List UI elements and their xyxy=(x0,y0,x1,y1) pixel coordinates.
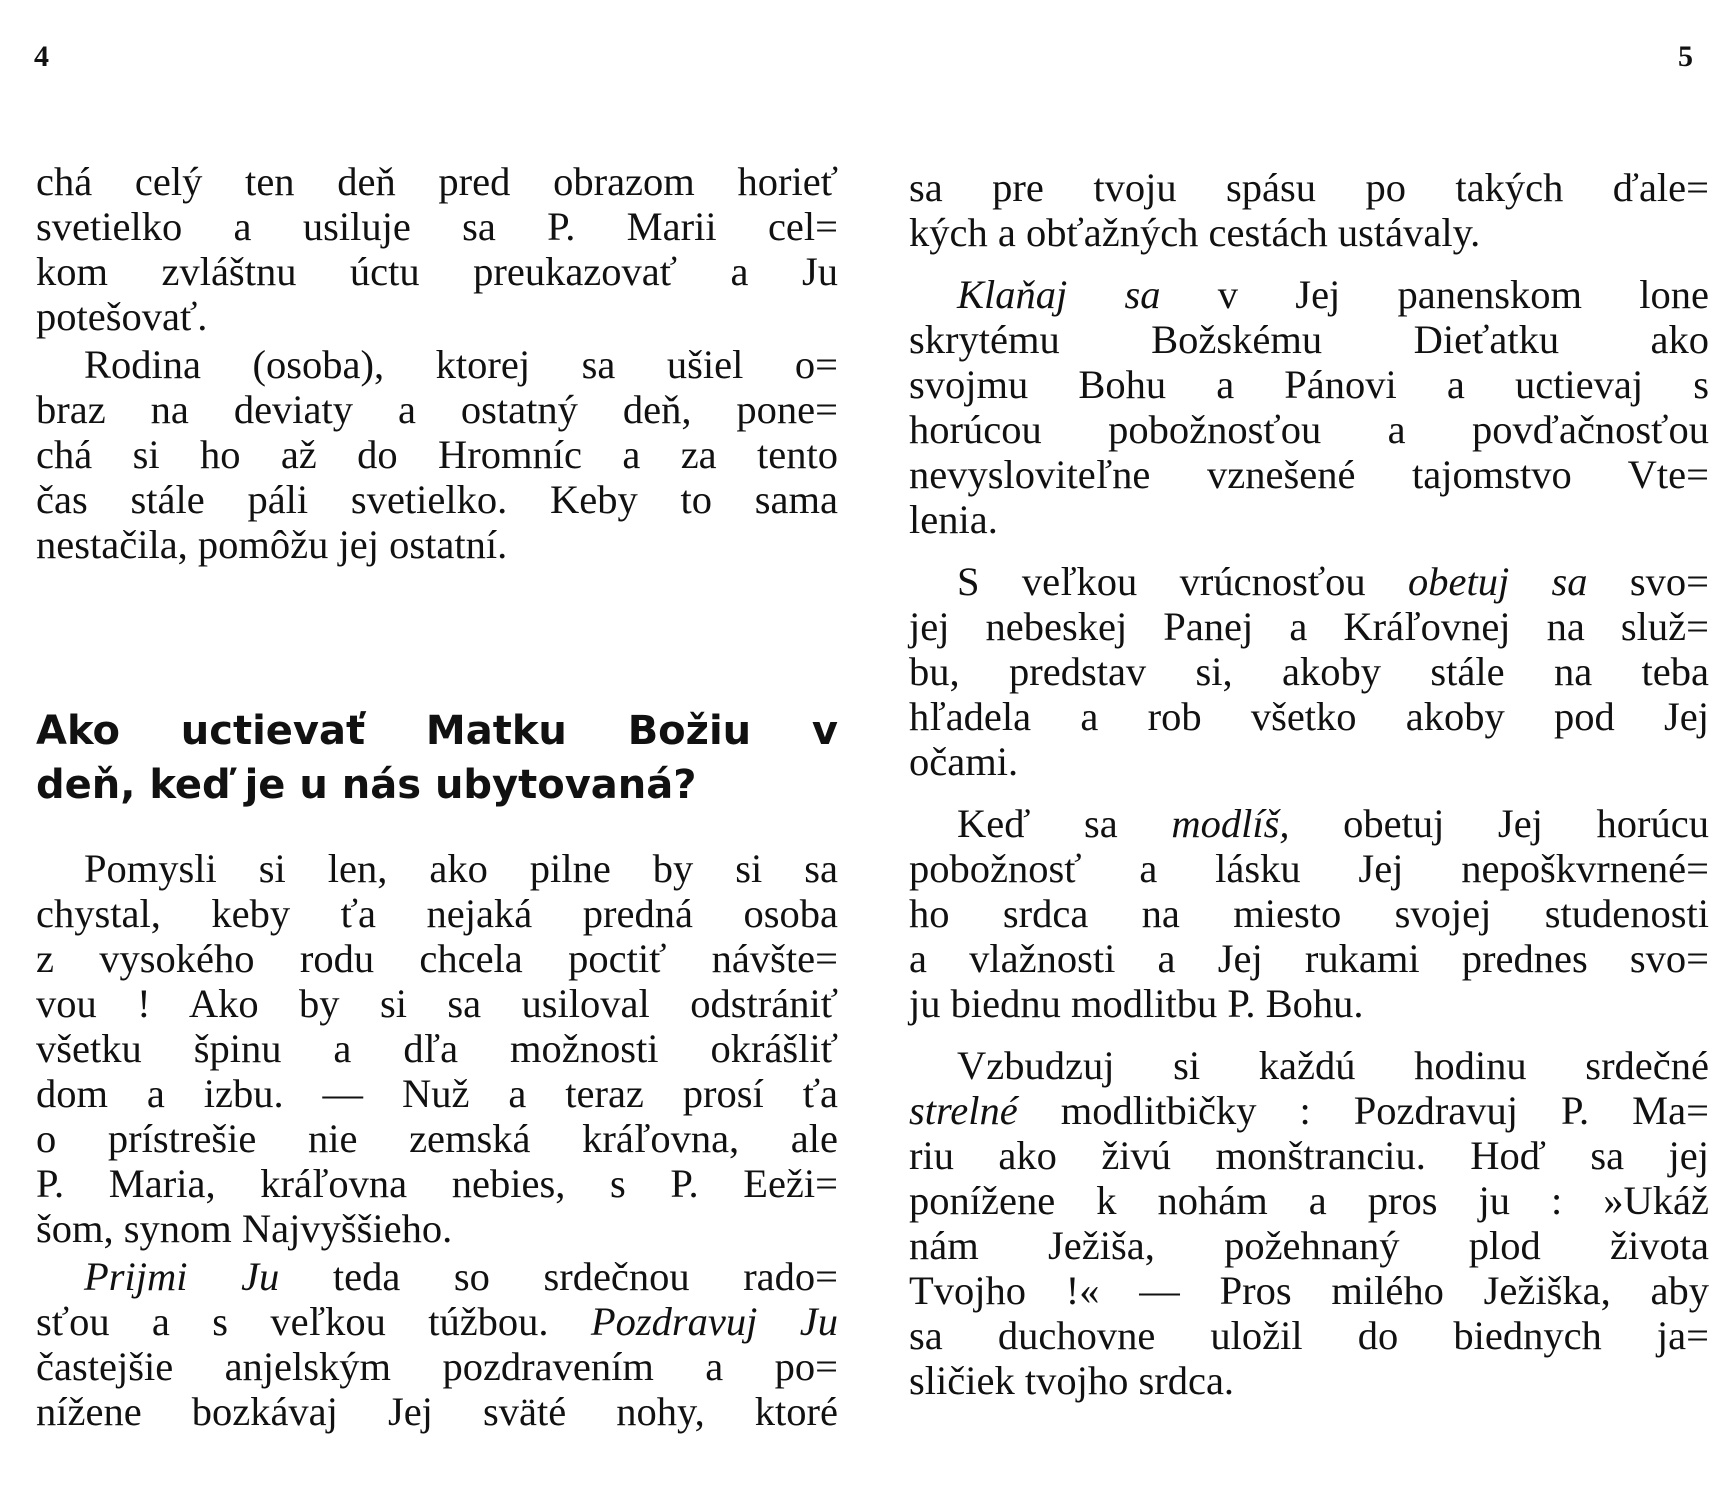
text-line: sa duchovne uložil do biednych ja= xyxy=(909,1313,1709,1358)
text-line: vou ! Ako by si sa usiloval odstrániť xyxy=(36,981,838,1026)
text-line: chá celý ten deň pred obrazom horieť xyxy=(36,159,838,204)
text-line xyxy=(36,1254,838,1299)
text-segment: modlitbičky : Pozdravuj P. Ma= xyxy=(1017,1088,1709,1133)
text-line: svojmu Bohu a Pánovi a uctievaj s xyxy=(909,362,1709,407)
text-line: svetielko a usiluje sa P. Marii cel= xyxy=(36,204,838,249)
text-line: nevysloviteľne vznešené tajomstvo Vte= xyxy=(909,452,1709,497)
text-line: braz na deviaty a ostatný deň, pone= xyxy=(36,387,838,432)
text-line: šom, synom Najvyššieho. xyxy=(36,1206,453,1251)
text-line: z vysokého rodu chcela poctiť návšte= xyxy=(36,936,838,981)
emphasis-text: Pozdravuj Ju xyxy=(590,1299,838,1344)
text-line: Rodina (osoba), ktorej sa ušiel o= xyxy=(84,342,838,387)
text-line: jej nebeskej Panej a Kráľovnej na služ= xyxy=(909,604,1709,649)
text-line: očami. xyxy=(909,739,1019,784)
text-line: všetku špinu a dľa možnosti okrášliť xyxy=(36,1026,838,1071)
text-line: Pomysli si len, ako pilne by si sa xyxy=(84,846,838,891)
text-line: hľadela a rob všetko akoby pod Jej xyxy=(909,694,1709,739)
text-line: horúcou pobožnosťou a povďačnosťou xyxy=(909,407,1709,452)
text-segment: sťou a s veľkou túžbou. xyxy=(36,1299,591,1344)
text-line: častejšie anjelským pozdravením a po= xyxy=(36,1344,838,1389)
text-line: sličiek tvojho srdca. xyxy=(909,1358,1235,1403)
text-line: čas stále páli svetielko. Keby to sama xyxy=(36,477,838,522)
text-segment: Keď sa xyxy=(957,801,1172,846)
text-line: potešovať. xyxy=(36,294,208,339)
text-line xyxy=(909,1088,1709,1133)
left-column-top xyxy=(36,159,838,567)
text-segment: obetuj Jej horúcu xyxy=(1289,801,1709,846)
paragraph-right-2 xyxy=(909,272,1709,542)
page-number-right: 5 xyxy=(1678,40,1693,73)
text-segment: teda so srdečnou rado= xyxy=(279,1254,839,1299)
page-number-left: 4 xyxy=(34,40,49,73)
text-line: chá si ho až do Hromníc a za tento xyxy=(36,432,838,477)
text-line: chystal, keby ťa nejaká predná osoba xyxy=(36,891,838,936)
paragraph-left-2 xyxy=(36,342,838,567)
text-line: kých a obťažných cestách ustávaly. xyxy=(909,210,1481,255)
text-line: nestačila, pomôžu jej ostatní. xyxy=(36,522,508,567)
emphasis-text: Klaňaj sa xyxy=(957,272,1161,317)
text-line: kom zvláštnu úctu preukazovať a Ju xyxy=(36,249,838,294)
text-line: skrytému Božskému Dieťatku ako xyxy=(909,317,1709,362)
text-segment: v Jej panenskom lone xyxy=(1160,272,1710,317)
text-line xyxy=(36,1299,838,1344)
paragraph-right-3 xyxy=(909,559,1709,784)
text-line: sa pre tvoju spásu po takých ďale= xyxy=(909,165,1709,210)
text-line: Tvojho !« — Pros milého Ježiška, aby xyxy=(909,1268,1709,1313)
text-line: ho srdca na miesto svojej studenosti xyxy=(909,891,1709,936)
left-column-bottom xyxy=(36,846,838,1434)
text-line: nám Ježiša, požehnaný plod života xyxy=(909,1223,1709,1268)
text-line: Vzbudzuj si každú hodinu srdečné xyxy=(957,1043,1709,1088)
paragraph-left-1 xyxy=(36,159,838,339)
heading-line: deň, keď je u nás ubytovaná? xyxy=(36,762,697,808)
text-segment: S veľkou vrúcnosťou xyxy=(957,559,1408,604)
paragraph-right-4 xyxy=(909,801,1709,1026)
text-line: riu ako živú monštranciu. Hoď sa jej xyxy=(909,1133,1709,1178)
text-line: o prístrešie nie zemská kráľovna, ale xyxy=(36,1116,838,1161)
text-line: bu, predstav si, akoby stále na teba xyxy=(909,649,1709,694)
text-line: pobožnosť a lásku Jej nepoškvrnené= xyxy=(909,846,1709,891)
text-line xyxy=(909,801,1709,846)
paragraph-right-5 xyxy=(909,1043,1709,1403)
text-line: lenia. xyxy=(909,497,998,542)
text-line: a vlažnosti a Jej rukami prednes svo= xyxy=(909,936,1709,981)
text-segment: svo= xyxy=(1587,559,1709,604)
paragraph-left-3 xyxy=(36,846,838,1251)
text-line xyxy=(909,559,1709,604)
text-line: ju biednu modlitbu P. Bohu. xyxy=(909,981,1364,1026)
paragraph-left-4 xyxy=(36,1254,838,1434)
text-line xyxy=(909,272,1709,317)
emphasis-text: modlíš, xyxy=(1171,801,1290,846)
text-line: nížene bozkávaj Jej sväté nohy, ktoré xyxy=(36,1389,838,1434)
heading-line: Ako uctievať Matku Božiu v xyxy=(36,708,838,754)
section-heading xyxy=(36,704,838,812)
emphasis-text: strelné xyxy=(909,1088,1018,1133)
right-column xyxy=(909,165,1709,1403)
text-line: P. Maria, kráľovna nebies, s P. Eeži= xyxy=(36,1161,838,1206)
text-line: ponížene k nohám a pros ju : »Ukáž xyxy=(909,1178,1709,1223)
paragraph-right-1 xyxy=(909,165,1709,255)
text-line: dom a izbu. — Nuž a teraz prosí ťa xyxy=(36,1071,838,1116)
emphasis-text: obetuj sa xyxy=(1407,559,1588,604)
emphasis-text: Prijmi Ju xyxy=(84,1254,280,1299)
